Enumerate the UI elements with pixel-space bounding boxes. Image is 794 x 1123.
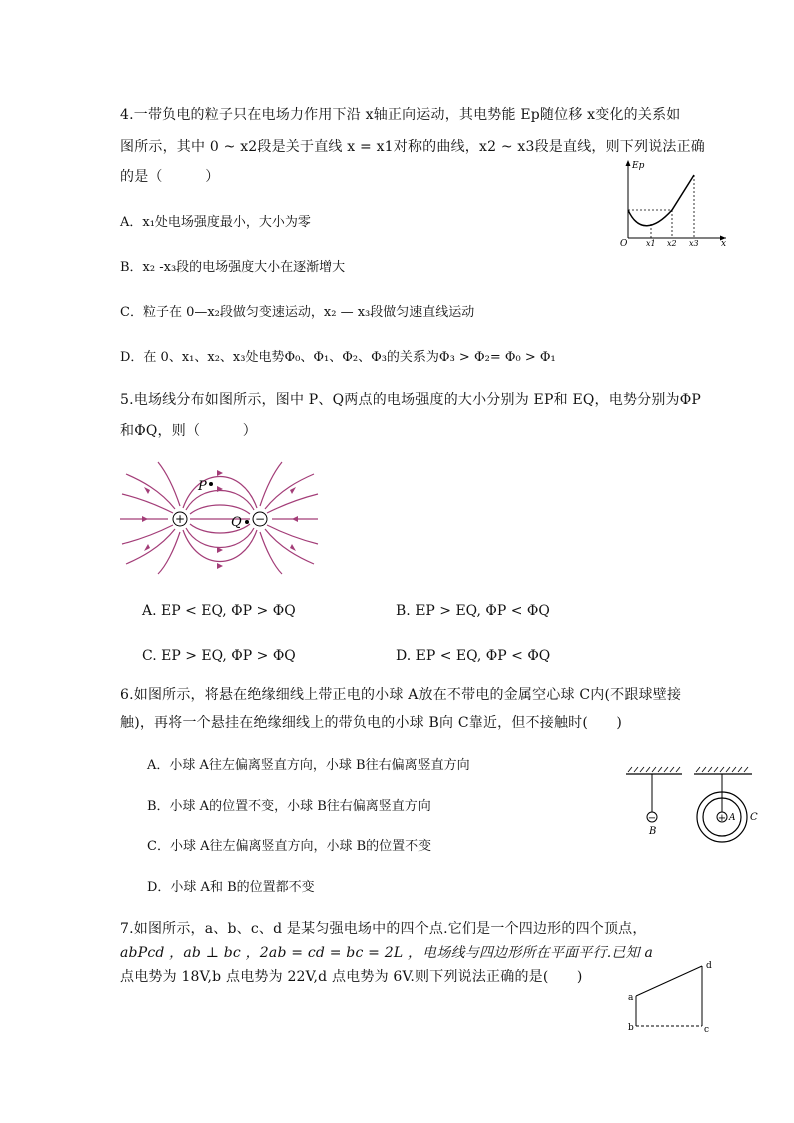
q6-stem-line-1: 6.如图所示，将悬在绝缘细线上带正电的小球 A放在不带电的金属空心球 C内(不跟球壁接 bbox=[120, 687, 682, 703]
q4-option-b: B．x₂ -x₃段的电场强度大小在逐渐增大 bbox=[120, 260, 346, 275]
q4-stem-line-3: 的是（ ） bbox=[120, 169, 220, 185]
q4-option-d: D．在 0、x₁、x₂、x₃处电势Φ₀、Φ₁、Φ₂、Φ₃的关系为Φ₃ > Φ₂= Φ₀ > Φ₁ bbox=[120, 350, 556, 365]
point-p-label: P bbox=[198, 479, 207, 494]
q7-quadrilateral-figure bbox=[624, 956, 724, 1036]
q5-option-a: A. EP < EQ, ΦP > ΦQ bbox=[142, 603, 296, 619]
q6-stem-line-2: 触)，再将一个悬挂在绝缘细线上的带负电的小球 B向 C靠近，但不接触时( ) bbox=[120, 715, 623, 731]
q4-option-c: C．粒子在 0—x₂段做匀变速运动，x₂ — x₃段做匀速直线运动 bbox=[120, 305, 475, 320]
graph-tick-x3: x3 bbox=[689, 239, 699, 248]
point-q-label: Q bbox=[231, 515, 242, 530]
q5-option-d: D. EP < EQ, ΦP < ΦQ bbox=[396, 648, 551, 664]
q5-stem-line-2: 和ΦQ，则（ ） bbox=[120, 423, 257, 439]
svg-text:−: − bbox=[647, 813, 657, 824]
svg-text:+: + bbox=[717, 813, 727, 824]
q6-option-a: A．小球 A往左偏离竖直方向，小球 B往右偏离竖直方向 bbox=[147, 758, 470, 773]
q6-option-d: D．小球 A和 B的位置都不变 bbox=[147, 880, 315, 895]
graph-tick-x2: x2 bbox=[667, 239, 677, 248]
vertex-b: b bbox=[628, 1023, 634, 1033]
q5-option-c: C. EP > EQ, ΦP > ΦQ bbox=[142, 648, 296, 664]
q6-figure bbox=[626, 766, 766, 856]
q5-stem-line-1: 5.电场线分布如图所示，图中 P、Q两点的电场强度的大小分别为 EP和 EQ，电势分别为ΦP bbox=[120, 392, 702, 408]
vertex-d: d bbox=[706, 961, 712, 971]
q7-stem-line-2: abPcd ，ab ⊥ bc ，2ab = cd = bc = 2L ，电场线与四边形所在平面平行.已知 a bbox=[120, 945, 654, 961]
graph-tick-x1: x1 bbox=[646, 239, 656, 248]
q4-ep-graph bbox=[620, 158, 730, 248]
q4-option-a: A．x₁处电场强度最小，大小为零 bbox=[120, 215, 311, 230]
q7-stem-line-3: 点电势为 18V,b 点电势为 22V,d 点电势为 6V.则下列说法正确的是( ) bbox=[120, 969, 583, 985]
q6-option-b: B．小球 A的位置不变，小球 B往右偏离竖直方向 bbox=[147, 799, 431, 814]
graph-xlabel: x bbox=[721, 239, 727, 249]
q5-field-line-figure bbox=[120, 460, 320, 575]
sphere-c-label: C bbox=[750, 812, 758, 823]
q6-option-c: C．小球 A往左偏离竖直方向，小球 B的位置不变 bbox=[147, 839, 432, 854]
q4-stem-line-1: 4.一带负电的粒子只在电场力作用下沿 x轴正向运动，其电势能 Ep随位移 x变化的关系如 bbox=[120, 107, 681, 123]
ball-b-label: B bbox=[649, 826, 657, 837]
q7-stem-line-1: 7.如图所示，a、b、c、d 是某匀强电场中的四个点.它们是一个四边形的四个顶点， bbox=[120, 921, 647, 937]
vertex-a: a bbox=[628, 993, 634, 1003]
q5-option-b: B. EP > EQ, ΦP < ΦQ bbox=[396, 603, 550, 619]
plus-charge-sign: + bbox=[174, 512, 186, 526]
minus-charge-sign: − bbox=[254, 512, 266, 526]
q4-stem-line-2: 图所示，其中 0 ~ x2段是关于直线 x = x1对称的曲线，x2 ~ x3段是直线，则下列说法正确 bbox=[120, 139, 706, 155]
graph-origin: O bbox=[620, 239, 628, 249]
vertex-c: c bbox=[704, 1025, 710, 1035]
graph-ylabel: Ep bbox=[632, 161, 645, 171]
ball-a-label: A bbox=[729, 813, 736, 823]
